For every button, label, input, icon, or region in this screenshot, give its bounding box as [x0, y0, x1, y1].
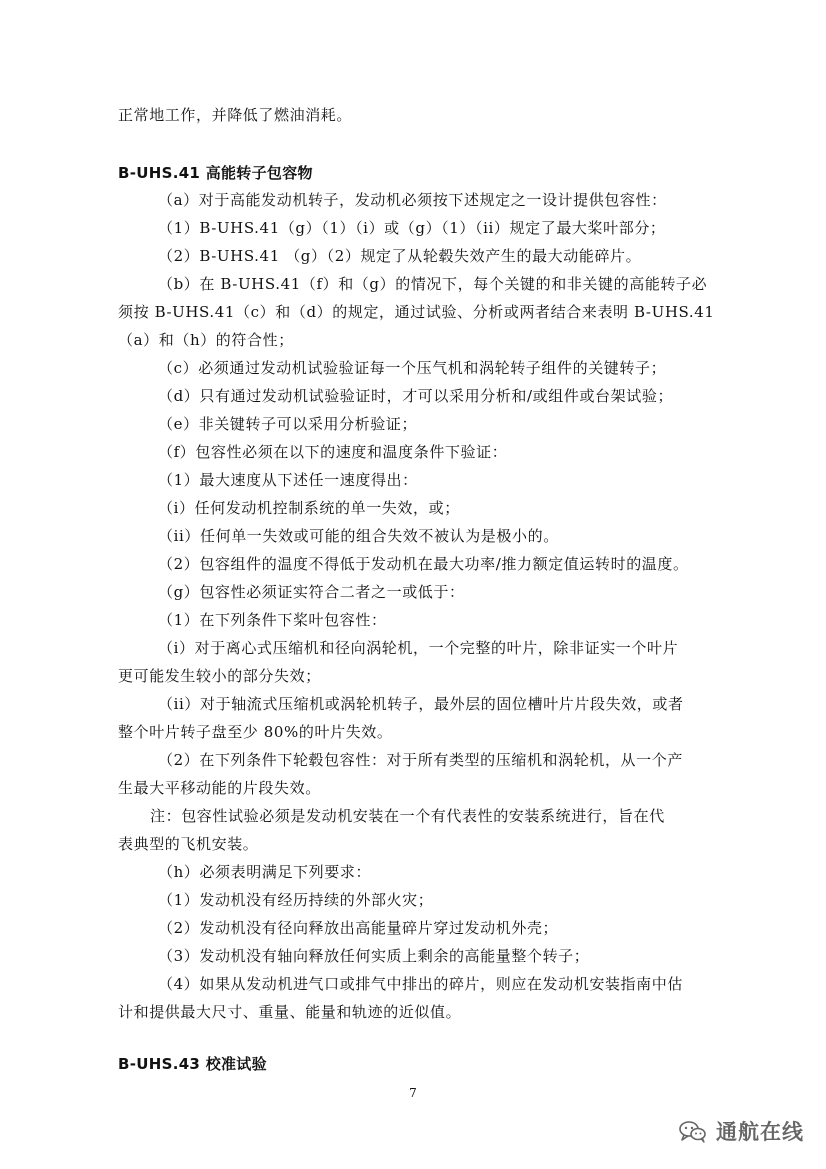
section-41-line-6: （a）和（h）的符合性；: [118, 331, 294, 349]
watermark-text: 通航在线: [716, 1120, 804, 1144]
section-41-line-4: （b）在 B-UHS.41（f）和（g）的情况下，每个关键的和非关键的高能转子必: [158, 275, 708, 293]
section-41-line-7: （c）必须通过发动机试验验证每一个压气机和涡轮转子组件的关键转子；: [158, 359, 667, 377]
section-41-line-28: （3）发动机没有轴向释放任何实质上剩余的高能量整个转子；: [158, 947, 590, 965]
section-41-line-22: 生最大平移动能的片段失效。: [118, 779, 321, 797]
watermark: [678, 1120, 804, 1144]
section-41-line-30: 计和提供最大尺寸、重量、能量和轨迹的近似值。: [118, 1003, 462, 1021]
page-number: 7: [409, 1086, 417, 1100]
section-41-line-10: （f）包容性必须在以下的速度和温度条件下验证：: [158, 443, 508, 461]
section-41-line-16: （1）在下列条件下桨叶包容性：: [158, 611, 387, 629]
section-41-note-line-2: 表典型的飞机安装。: [118, 835, 259, 853]
intro-line: 正常地工作，并降低了燃油消耗。: [118, 106, 353, 124]
section-41-line-13: （ii）任何单一失效或可能的组合失效不被认为是极小的。: [158, 527, 559, 545]
section-41-line-14: （2）包容组件的温度不得低于发动机在最大功率/推力额定值运转时的温度。: [158, 555, 689, 573]
section-41-line-5: 须按 B-UHS.41（c）和（d）的规定，通过试验、分析或两者结合来表明 B-UHS.41: [118, 303, 715, 321]
section-41-note-line-1: 注：包容性试验必须是发动机安装在一个有代表性的安装系统进行，旨在代: [150, 807, 665, 825]
section-41-line-19: （ii）对于轴流式压缩机或涡轮机转子，最外层的固位槽叶片片段失效，或者: [158, 695, 684, 713]
section-41-line-8: （d）只有通过发动机试验验证时，才可以采用分析和/或组件或台架试验；: [158, 387, 674, 405]
section-43-title: B-UHS.43 校准试验: [118, 1055, 267, 1073]
section-41-line-2: （1）B-UHS.41（g）（1）（i）或（g）（1）（ii）规定了最大桨叶部分；: [158, 219, 666, 237]
section-41-line-12: （i）任何发动机控制系统的单一失效，或；: [158, 499, 460, 517]
section-41-line-18: 更可能发生较小的部分失效；: [118, 667, 321, 685]
section-41-line-1: （a）对于高能发动机转子，发动机必须按下述规定之一设计提供包容性：: [158, 191, 667, 209]
section-41-title: B-UHS.41 高能转子包容物: [118, 164, 313, 182]
section-41-line-11: （1）最大速度从下述任一速度得出：: [158, 471, 418, 489]
section-41-line-27: （2）发动机没有径向释放出高能量碎片穿过发动机外壳；: [158, 919, 559, 937]
section-41-line-21: （2）在下列条件下轮毂包容性：对于所有类型的压缩机和涡轮机，从一个产: [158, 751, 683, 769]
section-41-line-3: （2）B-UHS.41 （g）（2）规定了从轮毂失效产生的最大动能碎片。: [158, 247, 642, 265]
section-41-line-25: （h）必须表明满足下列要求：: [158, 863, 372, 881]
section-41-line-9: （e）非关键转子可以采用分析验证；: [158, 415, 418, 433]
section-41-line-20: 整个叶片转子盘至少 80%的叶片失效。: [118, 723, 393, 741]
section-41-line-15: （g）包容性必须证实符合二者之一或低于：: [158, 583, 465, 601]
section-41-line-29: （4）如果从发动机进气口或排气中排出的碎片，则应在发动机安装指南中估: [158, 975, 683, 993]
wechat-icon: [678, 1120, 708, 1144]
section-41-line-26: （1）发动机没有经历持续的外部火灾；: [158, 891, 434, 909]
section-41-line-17: （i）对于离心式压缩机和径向涡轮机，一个完整的叶片，除非证实一个叶片: [158, 639, 679, 657]
